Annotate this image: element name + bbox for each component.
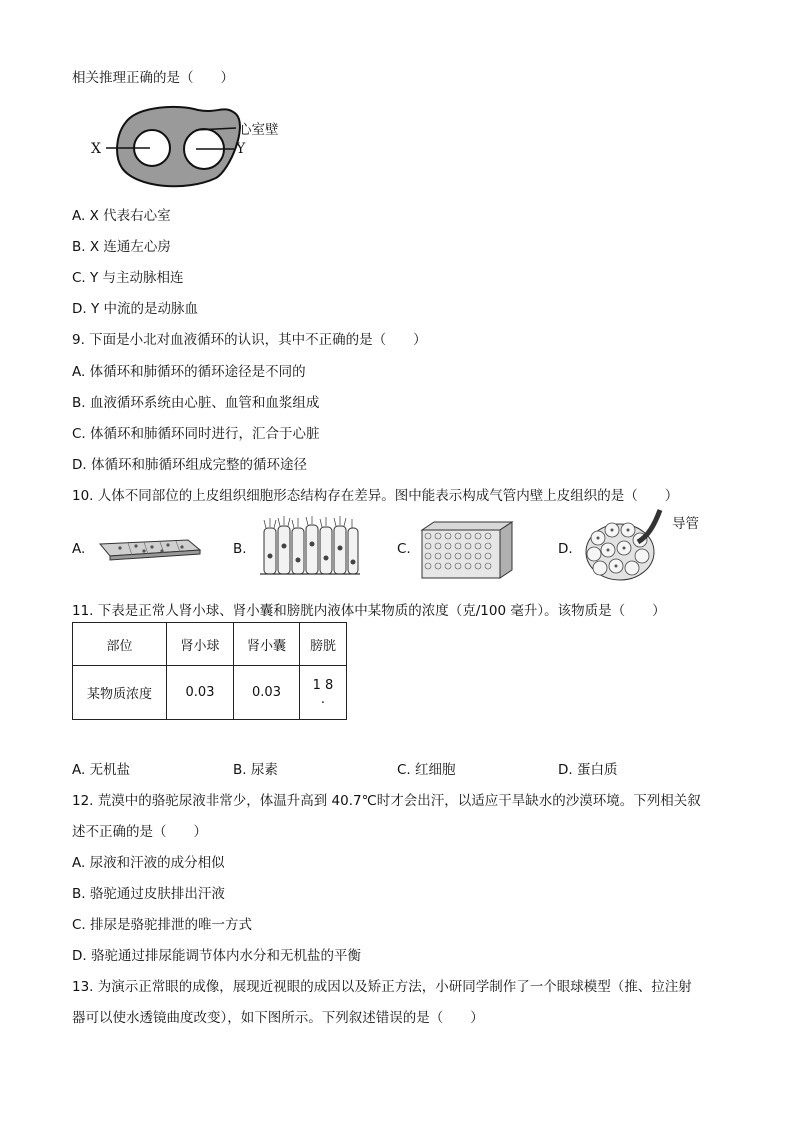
- q12-option-d: D. 骆驼通过排尿能调节体内水分和无机盐的平衡: [72, 948, 361, 964]
- squamous-epithelium-image: [92, 530, 204, 566]
- q13-stem-line2: 器可以使水透镜曲度改变），如下图所示。下列叙述错误的是（ ）: [72, 1010, 484, 1026]
- q11-option-d: D. 蛋白质: [558, 762, 618, 778]
- table-cell: 1 8 .: [300, 666, 347, 720]
- q12-stem-line1: 12. 荒漠中的骆驼尿液非常少，体温升高到 40.7℃时才会出汗，以适应干旱缺水的沙漠环境。下列相关叙: [72, 793, 701, 809]
- table-header-cell: 膀胱: [300, 623, 347, 666]
- q9-option-b: B. 血液循环系统由心脏、血管和血浆组成: [72, 395, 320, 411]
- q12-option-a: A. 尿液和汗液的成分相似: [72, 855, 225, 871]
- glandular-epithelium-image: [578, 508, 670, 586]
- heart-cross-section-figure: [88, 100, 298, 190]
- ciliated-columnar-epithelium-image: [258, 516, 362, 580]
- q11-stem: 11. 下表是正常人肾小球、肾小囊和膀胱内液体中某物质的浓度（克/100 毫升）。该物质是（ ）: [72, 603, 666, 619]
- duct-label: 导管: [672, 516, 699, 532]
- table-header-cell: 肾小囊: [234, 623, 300, 666]
- q8-option-d: D. Y 中流的是动脉血: [72, 301, 199, 317]
- q13-stem-line1: 13. 为演示正常眼的成像，展现近视眼的成因以及矫正方法，小研同学制作了一个眼球模型（推、拉注射: [72, 979, 692, 995]
- table-header-row: [73, 623, 347, 666]
- table-header-cell: 肾小球: [167, 623, 234, 666]
- q8-option-c: C. Y 与主动脉相连: [72, 270, 184, 286]
- q9-option-d: D. 体循环和肺循环组成完整的循环途径: [72, 457, 307, 473]
- q9-option-a: A. 体循环和肺循环的循环途径是不同的: [72, 364, 306, 380]
- ventricle-wall-label: 心室壁: [238, 122, 279, 138]
- q8-option-b: B. X 连通左心房: [72, 239, 171, 255]
- q11-option-a: A. 无机盐: [72, 762, 131, 778]
- q8-option-a: A. X 代表右心室: [72, 208, 171, 224]
- q12-option-b: B. 骆驼通过皮肤排出汗液: [72, 886, 225, 902]
- q9-stem: 9. 下面是小北对血液循环的认识，其中不正确的是（ ）: [72, 332, 427, 348]
- q11-option-c: C. 红细胞: [397, 762, 456, 778]
- q10-option-b-letter: B.: [233, 541, 247, 557]
- y-label: Y: [236, 141, 246, 157]
- table-header-cell: 部位: [73, 623, 167, 666]
- q10-option-c-letter: C.: [397, 541, 411, 557]
- q12-stem-line2: 述不正确的是（ ）: [72, 824, 207, 840]
- q10-option-d-letter: D.: [558, 541, 573, 557]
- table-cell: 0.03: [234, 666, 300, 720]
- q11-option-b: B. 尿素: [233, 762, 278, 778]
- q10-option-a-letter: A.: [72, 541, 86, 557]
- table-row: [73, 666, 347, 720]
- q10-stem: 10. 人体不同部位的上皮组织细胞形态结构存在差异。图中能表示构成气管内壁上皮组织的是（ ）: [72, 488, 679, 504]
- x-label: X: [91, 141, 101, 157]
- q12-option-c: C. 排尿是骆驼排泄的唯一方式: [72, 917, 253, 933]
- q9-option-c: C. 体循环和肺循环同时进行，汇合于心脏: [72, 426, 320, 442]
- concentration-table: [72, 622, 347, 720]
- table-cell: 0.03: [167, 666, 234, 720]
- table-row-label: 某物质浓度: [73, 666, 167, 720]
- q8-stem-tail: 相关推理正确的是（ ）: [72, 70, 234, 86]
- stratified-epithelium-image: [418, 520, 516, 580]
